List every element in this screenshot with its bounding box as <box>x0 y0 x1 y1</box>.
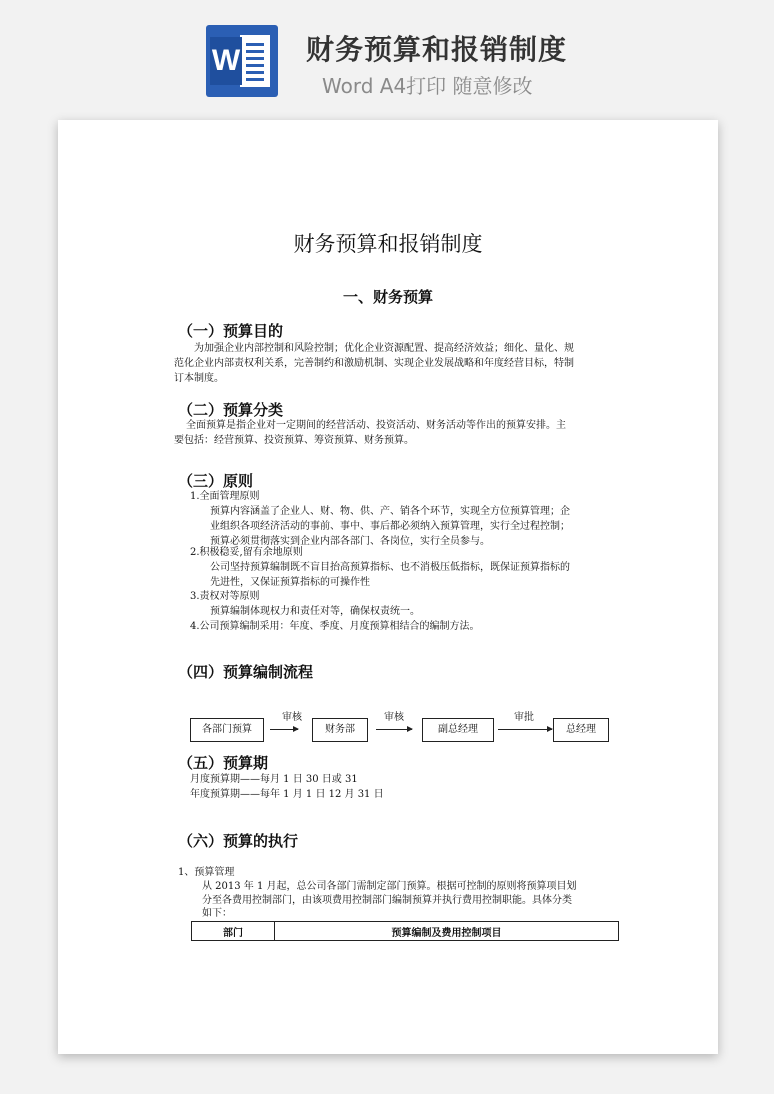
paragraph-line: 订本制度。 <box>174 373 224 384</box>
word-icon-letter: W <box>210 37 242 85</box>
flow-arrow-icon <box>376 729 412 730</box>
paragraph-line: 预算编制体现权力和责任对等，确保权责统一。 <box>210 606 420 617</box>
chapter-heading: 一、财务预算 <box>342 288 433 306</box>
paragraph-line: 先进性，又保证预算指标的可操作性 <box>210 577 370 588</box>
word-icon-page <box>240 35 270 87</box>
banner <box>0 0 774 118</box>
document-page <box>58 120 718 1054</box>
paragraph-line: 分至各费用控制部门，由该项费用控制部门编制预算并执行费用控制职能。具体分类 <box>202 895 572 906</box>
paragraph-line: 业组织各项经济活动的事前、事中、事后都必须纳入预算管理，实行全过程控制； <box>210 521 570 532</box>
paragraph-line: 如下： <box>202 908 232 919</box>
section-heading-period: （五）预算期 <box>178 754 269 772</box>
banner-title: 财务预算和报销制度 <box>306 33 568 66</box>
principle-item: 3.责权对等原则 <box>190 591 260 602</box>
paragraph-line: 预算内容涵盖了企业人、财、物、供、产、销各个环节，实现全方位预算管理；企 <box>210 506 570 517</box>
paragraph-line: 全面预算是指企业对一定期间的经营活动、投资活动、财务活动等作出的预算安排。主 <box>186 420 566 431</box>
paragraph-line: 预算必须贯彻落实到企业内部各部门、各岗位，实行全员参与。 <box>210 536 490 547</box>
flow-label-approve: 审批 <box>514 712 534 723</box>
section-heading-principles: （三）原则 <box>178 472 254 490</box>
flow-arrow-icon <box>498 729 552 730</box>
flow-arrow-icon <box>270 729 298 730</box>
period-line-monthly: 月度预算期——每月 1 日 30 日或 31 <box>190 774 358 785</box>
table-header-department: 部门 <box>192 922 275 941</box>
section-heading-classification: （二）预算分类 <box>178 401 284 419</box>
paragraph-line: 公司坚持预算编制既不盲目抬高预算指标、也不消极压低指标，既保证预算指标的 <box>210 562 570 573</box>
document-title: 财务预算和报销制度 <box>293 232 483 256</box>
paragraph-line: 从 2013 年 1 月起，总公司各部门需制定部门预算。根据可控制的原则将预算项目划 <box>202 881 577 892</box>
department-table <box>191 921 619 941</box>
principle-item: 2.积极稳妥,留有余地原则 <box>190 547 303 558</box>
table-header-items: 预算编制及费用控制项目 <box>275 922 619 941</box>
paragraph-line: 为加强企业内部控制和风险控制；优化企业资源配置、提高经济效益；细化、量化、规 <box>194 343 574 354</box>
paragraph-line: 要包括：经营预算、投资预算、筹资预算、财务预算。 <box>174 435 414 446</box>
flow-box-deputy-gm: 副总经理 <box>422 718 494 742</box>
flow-label-review: 审核 <box>384 712 404 723</box>
period-line-yearly: 年度预算期——每年 1 月 1 日 12 月 31 日 <box>190 789 384 800</box>
flow-box-departments: 各部门预算 <box>190 718 264 742</box>
principle-item: 1.全面管理原则 <box>190 491 260 502</box>
section-heading-purpose: （一）预算目的 <box>178 322 284 340</box>
section-heading-process: （四）预算编制流程 <box>178 663 314 681</box>
paragraph-line: 1、预算管理 <box>178 867 235 878</box>
flow-label-review: 审核 <box>282 712 302 723</box>
paragraph-line: 范化企业内部责权利关系，完善制约和激励机制、实现企业发展战略和年度经营目标，特制 <box>174 358 574 369</box>
flow-box-finance: 财务部 <box>312 718 368 742</box>
word-document-icon <box>206 25 278 97</box>
section-heading-execution: （六）预算的执行 <box>178 832 299 850</box>
flow-box-gm: 总经理 <box>553 718 609 742</box>
banner-subtitle: Word A4打印 随意修改 <box>322 74 533 98</box>
principle-item: 4.公司预算编制采用：年度、季度、月度预算相结合的编制方法。 <box>190 621 480 632</box>
